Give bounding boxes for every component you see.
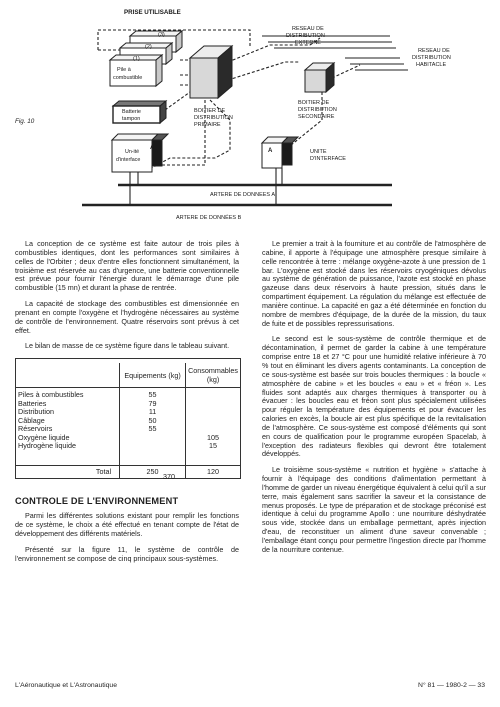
secondary-distribution-box [305, 63, 334, 92]
footer-issue-page: N° 81 — 1980-2 — 33 [418, 682, 485, 689]
table-total-row [16, 465, 240, 478]
row-label: Réservoirs [18, 424, 53, 434]
primary-distribution-box [190, 46, 232, 98]
secondary-box-label-1: BOITIER DE [298, 100, 330, 106]
row-equipment [120, 442, 186, 465]
cabin-network-label-1: RESEAU DE [418, 48, 450, 54]
fuel-cell-3-number: (3) [158, 32, 165, 38]
paragraph: Le bilan de masse de ce système figure dans le tableau suivant. [25, 341, 230, 351]
prise-utilisable-label: PRISE UTILISABLE [124, 9, 181, 16]
paragraph: Le troisième sous-système « nutrition et hygiène » s'attache à fournir à l'équipage des conditions d'alimentation permettant à l'homme de garder un niveau énergétique équivalent à celui qu'il a sur terre, mais également sans sacrifier la saveur et la consistance de menus proposés. Le type de préparation et de stockage préconisé est identique à celui du programme Apollo : une nourriture déshydratée sous vide, stockée dans un emballage permettant, après injection d'eau, de reconstituer un aliment d'une saveur convenable ; l'emballage étant conçu pour permettre l'ingestion directe par l'homme de la nourriture contenue. [262, 465, 486, 554]
paragraph: Le second est le sous-système de contrôle thermique et de décontamination, il permet de garder la cabine à une température comprise entre 18 et 27 °C pour une humidité relative inférieure à 70 % tout en éliminant les divers agents contaminants. La conception de ce sous-système est basée sur trois boucles thermiques : la boucle « atmosphère de cabine » et les boucles « eau » et « fréon ». Les fluides sont adaptés aux charges thermiques à transporter ou à évacuer : les boucles eau et fréon sont plus spécialement utilisées pour réguler la température des équipements et pour évacuer les calories en excès, la boucle air est plus spécifique de la revitalisation de l'atmosphère. Ce sous-système est composé d'éléments qui sont en cours de qualification pour le programme européen Spacelab, à l'exception des radiateurs flexibles qui devront être totalement développés. [262, 334, 486, 459]
paragraph: La conception de ce système est faite autour de trois piles à combustibles identiques, dont les performances sont similaires à celles de l'Orbiter ; deux d'entre elles fonctionnent simultanément, la troisième est réservée au cas d'urgence, une batterie conventionnelle est prévue pour fournir l'énergie durant le démarrage d'une pile combustible (15 mn) et durant la phase de rentrée. [15, 239, 239, 293]
primary-box-label-2: DISTRIBUTION [194, 115, 233, 121]
row-label: Hydrogène liquide [18, 441, 76, 451]
interface-right-b: B [284, 148, 289, 154]
data-bus-a-label: ARTERE DE DONNEES A [210, 192, 275, 198]
left-column [15, 240, 239, 570]
table-header-equipment: Equipements (kg) [120, 363, 186, 388]
figure-10 [0, 0, 500, 228]
total-consumables: 120 [186, 465, 240, 478]
row-consumables [186, 417, 240, 426]
interface-right-label-1: UNITE [310, 149, 327, 155]
paragraph: La capacité de stockage des combustibles est dimensionnée en prenant en compte l'oxygène et l'hydrogène nécessaires au système de contrôle de l'environnement. Quatre réservoirs sont prévus à cet effet. [15, 299, 239, 335]
row-label: Câblage [18, 415, 45, 425]
external-network-label-2: DISTRIBUTION [286, 33, 325, 39]
row-consumables: 105 [186, 434, 240, 443]
primary-box-label-1: BOITIER DE [194, 108, 226, 114]
table-row [16, 442, 240, 465]
data-bus-b-label: ARTERE DE DONNÉES B [176, 215, 242, 221]
row-equipment: 11 [120, 408, 186, 417]
row-equipment: 79 [120, 400, 186, 409]
row-consumables [186, 408, 240, 417]
row-consumables: 15 [186, 442, 240, 465]
right-column [262, 240, 486, 562]
battery-label-line1: Batterie [122, 109, 141, 115]
table-header-row [16, 363, 240, 388]
section-title: CONTROLE DE L'ENVIRONNEMENT [15, 496, 179, 507]
cabin-network-lines [262, 36, 408, 70]
interface-left-label-1: Un-ité [125, 149, 140, 155]
interface-unit-left [112, 134, 168, 172]
interface-right-a: A [268, 148, 273, 154]
row-label: Distribution [18, 407, 54, 417]
table-header-empty [16, 363, 120, 388]
interface-left-b: B [154, 149, 159, 155]
row-equipment: 55 [120, 388, 186, 400]
cabin-network-label-2: DISTRIBUTION [412, 55, 451, 61]
row-consumables [186, 388, 240, 400]
paragraph: Parmi les différentes solutions existant pour remplir les fonctions de ce système, le choix a été effectué en tenant compte de l'état de développement des différents matériels. [15, 511, 239, 538]
external-network-label-1: RESEAU DE [292, 26, 324, 32]
fuel-cell-1-number: (1) [133, 56, 140, 62]
total-equipment: 250 [120, 465, 186, 478]
row-equipment: 55 [120, 425, 186, 434]
footer-journal-name: L'Aéronautique et L'Astronautique [15, 682, 117, 689]
secondary-box-label-2: DISTRIBUTION [298, 107, 337, 113]
total-label: Total [16, 465, 120, 478]
figure-caption: Fig. 10 [15, 118, 35, 125]
row-equipment [120, 434, 186, 443]
table-row [16, 388, 240, 400]
table-row [16, 408, 240, 417]
external-network-label-3: EXTERNE [295, 40, 321, 46]
row-label: Batteries [18, 398, 47, 408]
row-label: Oxygène liquide [18, 432, 70, 442]
interface-left-label-2: d'interface [116, 157, 141, 163]
row-consumables [186, 400, 240, 409]
cabin-network-label-3: HABITACLE [416, 62, 447, 68]
interface-right-label-2: D'INTERFACE [310, 156, 346, 162]
power-distribution-diagram [0, 0, 500, 228]
primary-box-label-3: PRIMAIRE [194, 122, 221, 128]
interface-left-a: A [150, 145, 155, 151]
fuel-cell-label-line2: combustible [113, 75, 143, 81]
secondary-box-label-3: SECONDAIRE [298, 114, 335, 120]
paragraph: Présenté sur la figure 11, le système de contrôle de l'environnement se compose de cinq principaux sous-systèmes. [15, 544, 239, 563]
paragraph: Le premier a trait à la fourniture et au contrôle de l'atmosphère de cabine, il apporte à l'équipage une atmosphère presque similaire à celle rencontrée à terre : mélange oxygène-azote à une pression de 1 bar. L'oxygène est stocké dans les réservoirs cryogéniques dévolus au système de génération de puissance, l'azote est stocké en phase gazeuse dans deux réservoirs à haute pression, situés dans le compartiment équipement. La régulation du mélange est effectuée de manière continue. La capacité en gaz a été déterminée en fonction du nombre de membres d'équipage, de la durée de la mission, du taux de fuite et de possibles repressurisations. [262, 239, 486, 328]
mass-balance-table [15, 358, 241, 479]
row-label: Piles à combustibles [18, 390, 84, 400]
grand-total: 370 [163, 472, 175, 482]
battery-label-line2: tampon [122, 116, 141, 122]
row-equipment: 50 [120, 417, 186, 426]
fuel-cell-label-line1: Pile à [117, 67, 131, 73]
table-header-consumables: Consommables (kg) [186, 363, 240, 388]
fuel-cell-2-number: (2) [145, 44, 152, 50]
